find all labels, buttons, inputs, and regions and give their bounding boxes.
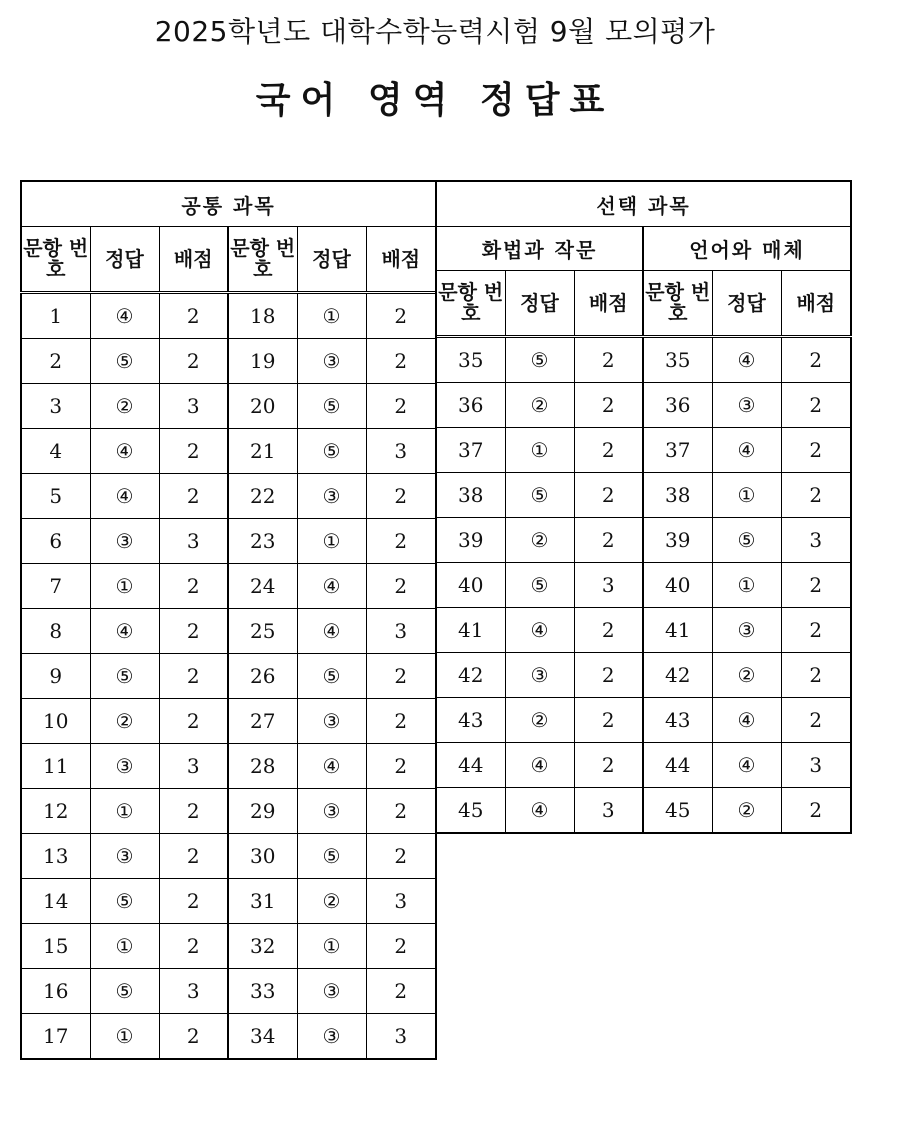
answer-cell: ①: [505, 428, 574, 473]
score-cell: 3: [159, 744, 228, 789]
question-no-cell: 21: [228, 429, 297, 474]
answer-cell: ⑤: [90, 969, 159, 1014]
question-no-cell: 35: [436, 337, 505, 383]
answer-cell: ③: [297, 789, 366, 834]
score-cell: 2: [159, 699, 228, 744]
question-no-cell: 4: [21, 429, 90, 474]
answer-cell: ④: [505, 788, 574, 834]
answer-cell: ④: [90, 429, 159, 474]
table-row: [21, 699, 436, 744]
score-cell: 2: [366, 924, 436, 969]
question-no-cell: 45: [643, 788, 712, 834]
score-cell: 3: [159, 384, 228, 429]
question-no-cell: 38: [643, 473, 712, 518]
table-row: [21, 969, 436, 1014]
answer-cell: ①: [90, 1014, 159, 1060]
answer-cell: ④: [90, 609, 159, 654]
table-row: [21, 474, 436, 519]
question-no-cell: 26: [228, 654, 297, 699]
score-cell: 2: [574, 653, 643, 698]
score-cell: 2: [781, 608, 851, 653]
answer-cell: ⑤: [90, 654, 159, 699]
table-row: [21, 293, 436, 339]
score-cell: 2: [574, 337, 643, 383]
table-row: [21, 429, 436, 474]
table-row: [21, 564, 436, 609]
question-no-cell: 2: [21, 339, 90, 384]
question-no-cell: 44: [436, 743, 505, 788]
answer-cell: ⑤: [505, 337, 574, 383]
question-no-cell: 10: [21, 699, 90, 744]
score-cell: 2: [574, 383, 643, 428]
question-no-cell: 1: [21, 293, 90, 339]
question-no-cell: 44: [643, 743, 712, 788]
score-cell: 2: [781, 563, 851, 608]
question-no-cell: 42: [643, 653, 712, 698]
answer-cell: ②: [90, 384, 159, 429]
question-no-cell: 36: [436, 383, 505, 428]
answer-cell: ③: [90, 834, 159, 879]
question-no-cell: 42: [436, 653, 505, 698]
answer-cell: ③: [712, 608, 781, 653]
answer-cell: ⑤: [297, 654, 366, 699]
document-title: 2025학년도 대학수학능력시험 9월 모의평가: [154, 15, 716, 48]
answer-cell: ③: [297, 969, 366, 1014]
table-row: [21, 834, 436, 879]
table-row: [436, 698, 851, 743]
question-no-cell: 25: [228, 609, 297, 654]
score-cell: 2: [366, 384, 436, 429]
table-row: [436, 608, 851, 653]
answer-cell: ④: [505, 608, 574, 653]
answer-cell: ⑤: [90, 879, 159, 924]
question-no-cell: 40: [643, 563, 712, 608]
score-cell: 3: [159, 969, 228, 1014]
question-no-cell: 33: [228, 969, 297, 1014]
question-no-cell: 22: [228, 474, 297, 519]
question-no-cell: 5: [21, 474, 90, 519]
answer-cell: ①: [90, 924, 159, 969]
elective-answer-table: [435, 180, 852, 834]
score-cell: 2: [366, 339, 436, 384]
score-cell: 2: [574, 698, 643, 743]
answer-cell: ⑤: [505, 563, 574, 608]
question-no-cell: 41: [643, 608, 712, 653]
score-cell: 2: [574, 428, 643, 473]
score-cell: 2: [366, 744, 436, 789]
answer-cell: ②: [712, 788, 781, 834]
score-cell: 2: [159, 654, 228, 699]
question-no-cell: 18: [228, 293, 297, 339]
answer-cell: ③: [505, 653, 574, 698]
col-header-question-no: 문항 번호: [436, 271, 505, 337]
score-cell: 3: [366, 1014, 436, 1060]
col-header-score: 배점: [574, 271, 643, 337]
answer-cell: ③: [297, 474, 366, 519]
score-cell: 3: [781, 743, 851, 788]
table-row: [436, 743, 851, 788]
score-cell: 2: [574, 473, 643, 518]
language-media-label: 언어와 매체: [643, 227, 851, 271]
question-no-cell: 15: [21, 924, 90, 969]
answer-cell: ③: [297, 699, 366, 744]
question-no-cell: 43: [436, 698, 505, 743]
answer-cell: ④: [297, 744, 366, 789]
question-no-cell: 28: [228, 744, 297, 789]
score-cell: 3: [366, 609, 436, 654]
table-row: [436, 788, 851, 834]
question-no-cell: 6: [21, 519, 90, 564]
answer-cell: ⑤: [297, 429, 366, 474]
score-cell: 3: [781, 518, 851, 563]
question-no-cell: 37: [643, 428, 712, 473]
score-cell: 2: [159, 564, 228, 609]
table-row: [21, 384, 436, 429]
score-cell: 2: [781, 383, 851, 428]
score-cell: 2: [781, 698, 851, 743]
score-cell: 2: [159, 789, 228, 834]
table-row: [436, 383, 851, 428]
answer-cell: ①: [90, 564, 159, 609]
table-row: [436, 518, 851, 563]
score-cell: 2: [781, 788, 851, 834]
answer-cell: ④: [505, 743, 574, 788]
answer-cell: ④: [297, 564, 366, 609]
question-no-cell: 38: [436, 473, 505, 518]
question-no-cell: 30: [228, 834, 297, 879]
score-cell: 2: [159, 1014, 228, 1060]
score-cell: 2: [159, 834, 228, 879]
answer-cell: ②: [505, 698, 574, 743]
answer-cell: ⑤: [297, 384, 366, 429]
col-header-score: 배점: [781, 271, 851, 337]
answer-cell: ④: [712, 743, 781, 788]
answer-cell: ③: [297, 339, 366, 384]
answer-cell: ④: [90, 474, 159, 519]
speech-writing-label: 화법과 작문: [436, 227, 643, 271]
question-no-cell: 39: [643, 518, 712, 563]
question-no-cell: 32: [228, 924, 297, 969]
answer-cell: ③: [90, 519, 159, 564]
question-no-cell: 12: [21, 789, 90, 834]
col-header-question-no: 문항 번호: [21, 227, 90, 293]
answer-cell: ④: [712, 698, 781, 743]
table-row: [21, 744, 436, 789]
question-no-cell: 20: [228, 384, 297, 429]
answer-cell: ⑤: [297, 834, 366, 879]
question-no-cell: 34: [228, 1014, 297, 1060]
common-answer-table: [20, 180, 437, 1060]
question-no-cell: 40: [436, 563, 505, 608]
question-no-cell: 9: [21, 654, 90, 699]
score-cell: 3: [366, 879, 436, 924]
question-no-cell: 24: [228, 564, 297, 609]
answer-cell: ③: [90, 744, 159, 789]
table-row: [436, 428, 851, 473]
question-no-cell: 37: [436, 428, 505, 473]
answer-cell: ⑤: [712, 518, 781, 563]
question-no-cell: 43: [643, 698, 712, 743]
score-cell: 2: [366, 699, 436, 744]
question-no-cell: 11: [21, 744, 90, 789]
score-cell: 2: [574, 608, 643, 653]
question-no-cell: 17: [21, 1014, 90, 1060]
question-no-cell: 27: [228, 699, 297, 744]
answer-cell: ②: [712, 653, 781, 698]
col-header-question-no: 문항 번호: [228, 227, 297, 293]
score-cell: 2: [781, 473, 851, 518]
score-cell: 2: [159, 924, 228, 969]
score-cell: 2: [781, 428, 851, 473]
score-cell: 2: [574, 518, 643, 563]
score-cell: 2: [366, 789, 436, 834]
question-no-cell: 14: [21, 879, 90, 924]
question-no-cell: 36: [643, 383, 712, 428]
elective-section-label: 선택 과목: [436, 181, 851, 227]
answer-cell: ①: [297, 293, 366, 339]
answer-cell: ①: [712, 563, 781, 608]
answer-cell: ①: [297, 519, 366, 564]
document-subtitle: 국어 영역 정답표: [255, 80, 615, 121]
score-cell: 2: [159, 429, 228, 474]
answer-cell: ①: [712, 473, 781, 518]
col-header-answer: 정답: [505, 271, 574, 337]
table-row: [21, 519, 436, 564]
col-header-question-no: 문항 번호: [643, 271, 712, 337]
table-row: [21, 1014, 436, 1060]
answer-cell: ⑤: [505, 473, 574, 518]
score-cell: 2: [159, 474, 228, 519]
table-row: [21, 609, 436, 654]
question-no-cell: 3: [21, 384, 90, 429]
answer-cell: ①: [90, 789, 159, 834]
score-cell: 2: [781, 653, 851, 698]
score-cell: 2: [366, 293, 436, 339]
answer-cell: ④: [297, 609, 366, 654]
col-header-answer: 정답: [297, 227, 366, 293]
table-row: [21, 789, 436, 834]
question-no-cell: 16: [21, 969, 90, 1014]
col-header-answer: 정답: [90, 227, 159, 293]
question-no-cell: 39: [436, 518, 505, 563]
table-row: [436, 473, 851, 518]
score-cell: 2: [574, 743, 643, 788]
question-no-cell: 13: [21, 834, 90, 879]
answer-cell: ④: [90, 293, 159, 339]
col-header-score: 배점: [366, 227, 436, 293]
common-section-label: 공통 과목: [21, 181, 436, 227]
score-cell: 2: [781, 337, 851, 383]
score-cell: 3: [574, 788, 643, 834]
table-row: [21, 654, 436, 699]
table-row: [21, 924, 436, 969]
answer-cell: ①: [297, 924, 366, 969]
question-no-cell: 35: [643, 337, 712, 383]
answer-cell: ⑤: [90, 339, 159, 384]
score-cell: 2: [159, 609, 228, 654]
score-cell: 2: [159, 879, 228, 924]
question-no-cell: 41: [436, 608, 505, 653]
question-no-cell: 19: [228, 339, 297, 384]
score-cell: 2: [366, 969, 436, 1014]
answer-cell: ③: [297, 1014, 366, 1060]
table-row: [436, 563, 851, 608]
question-no-cell: 7: [21, 564, 90, 609]
score-cell: 2: [366, 474, 436, 519]
answer-cell: ②: [90, 699, 159, 744]
score-cell: 2: [366, 834, 436, 879]
answer-cell: ②: [505, 518, 574, 563]
score-cell: 3: [159, 519, 228, 564]
score-cell: 2: [159, 339, 228, 384]
question-no-cell: 45: [436, 788, 505, 834]
table-row: [436, 653, 851, 698]
answer-cell: ④: [712, 428, 781, 473]
answer-cell: ④: [712, 337, 781, 383]
score-cell: 2: [366, 654, 436, 699]
question-no-cell: 31: [228, 879, 297, 924]
col-header-answer: 정답: [712, 271, 781, 337]
score-cell: 2: [159, 293, 228, 339]
score-cell: 2: [366, 519, 436, 564]
score-cell: 2: [366, 564, 436, 609]
col-header-score: 배점: [159, 227, 228, 293]
question-no-cell: 29: [228, 789, 297, 834]
answer-cell: ②: [297, 879, 366, 924]
question-no-cell: 23: [228, 519, 297, 564]
score-cell: 3: [574, 563, 643, 608]
score-cell: 3: [366, 429, 436, 474]
table-row: [436, 337, 851, 383]
answer-cell: ③: [712, 383, 781, 428]
table-row: [21, 879, 436, 924]
question-no-cell: 8: [21, 609, 90, 654]
table-row: [21, 339, 436, 384]
answer-cell: ②: [505, 383, 574, 428]
